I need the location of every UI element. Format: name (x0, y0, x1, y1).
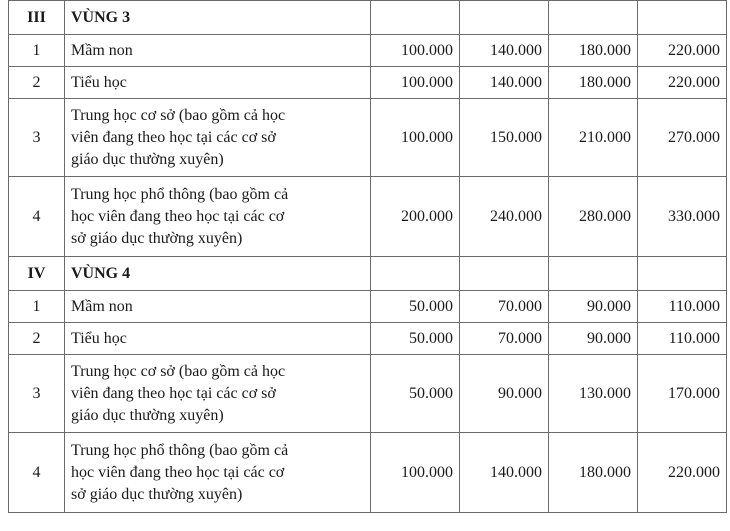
education-level (65, 177, 371, 257)
education-level-line: viên đang theo học tại các cơ sở (71, 128, 276, 146)
empty-cell (371, 1, 460, 35)
education-level-line: học viên đang theo học tại các cơ (71, 463, 285, 481)
education-level-line: Trung học phổ thông (bao gồm cả (71, 441, 289, 459)
table-row (9, 433, 727, 513)
fee-value: 180.000 (549, 67, 638, 99)
table-row (9, 323, 727, 355)
empty-cell (371, 257, 460, 291)
row-number: 2 (9, 67, 65, 99)
fee-value: 240.000 (460, 177, 549, 257)
table-row (9, 291, 727, 323)
fee-value: 50.000 (371, 323, 460, 355)
fee-value: 220.000 (638, 433, 727, 513)
table-row (9, 355, 727, 433)
table-row (9, 67, 727, 99)
row-number: 4 (9, 433, 65, 513)
empty-cell (460, 257, 549, 291)
fee-value: 180.000 (549, 35, 638, 67)
tuition-fee-table (8, 0, 727, 513)
fee-value: 170.000 (638, 355, 727, 433)
section-header-row (9, 1, 727, 35)
fee-value: 140.000 (460, 67, 549, 99)
fee-value: 220.000 (638, 35, 727, 67)
fee-value: 50.000 (371, 355, 460, 433)
fee-value: 90.000 (549, 291, 638, 323)
fee-value: 220.000 (638, 67, 727, 99)
row-number: 3 (9, 355, 65, 433)
education-level (65, 99, 371, 177)
section-title: VÙNG 4 (65, 257, 371, 291)
education-level-line: Trung học cơ sở (bao gồm cả học (71, 362, 286, 380)
empty-cell (460, 1, 549, 35)
fee-value: 100.000 (371, 99, 460, 177)
row-number: 2 (9, 323, 65, 355)
fee-value: 150.000 (460, 99, 549, 177)
table-row (9, 177, 727, 257)
education-level-line: sở giáo dục thường xuyên) (71, 485, 243, 503)
fee-value: 140.000 (460, 433, 549, 513)
section-number: IV (9, 257, 65, 291)
table-row (9, 99, 727, 177)
empty-cell (638, 1, 727, 35)
section-number: III (9, 1, 65, 35)
fee-value: 50.000 (371, 291, 460, 323)
fee-value: 180.000 (549, 433, 638, 513)
fee-value: 90.000 (460, 355, 549, 433)
fee-value: 100.000 (371, 433, 460, 513)
section-header-row (9, 257, 727, 291)
education-level-line: giáo dục thường xuyên) (71, 150, 224, 168)
empty-cell (549, 1, 638, 35)
education-level: Mầm non (65, 35, 371, 67)
row-number: 4 (9, 177, 65, 257)
table-row (9, 35, 727, 67)
empty-cell (638, 257, 727, 291)
education-level-line: viên đang theo học tại các cơ sở (71, 384, 276, 402)
education-level (65, 433, 371, 513)
empty-cell (549, 257, 638, 291)
education-level: Tiểu học (65, 67, 371, 99)
education-level (65, 355, 371, 433)
fee-value: 270.000 (638, 99, 727, 177)
fee-value: 280.000 (549, 177, 638, 257)
row-number: 3 (9, 99, 65, 177)
education-level-line: học viên đang theo học tại các cơ (71, 207, 285, 225)
education-level: Mầm non (65, 291, 371, 323)
fee-value: 70.000 (460, 291, 549, 323)
fee-value: 100.000 (371, 35, 460, 67)
education-level-line: Trung học cơ sở (bao gồm cả học (71, 106, 286, 124)
education-level: Tiểu học (65, 323, 371, 355)
fee-value: 70.000 (460, 323, 549, 355)
fee-value: 110.000 (638, 323, 727, 355)
section-title: VÙNG 3 (65, 1, 371, 35)
fee-value: 200.000 (371, 177, 460, 257)
fee-value: 140.000 (460, 35, 549, 67)
education-level-line: Trung học phổ thông (bao gồm cả (71, 185, 289, 203)
fee-value: 90.000 (549, 323, 638, 355)
row-number: 1 (9, 291, 65, 323)
education-level-line: sở giáo dục thường xuyên) (71, 229, 243, 247)
education-level-line: giáo dục thường xuyên) (71, 406, 224, 424)
document-page (8, 0, 726, 513)
fee-value: 330.000 (638, 177, 727, 257)
fee-value: 210.000 (549, 99, 638, 177)
row-number: 1 (9, 35, 65, 67)
fee-value: 100.000 (371, 67, 460, 99)
fee-value: 130.000 (549, 355, 638, 433)
fee-value: 110.000 (638, 291, 727, 323)
